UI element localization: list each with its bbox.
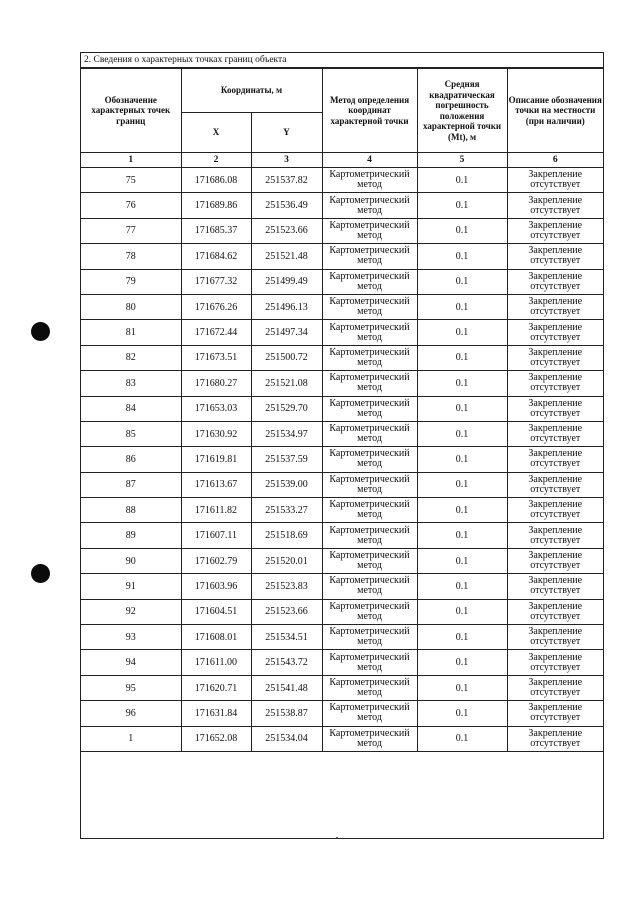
description: Закрепление отсутствует [507,244,603,269]
table-row [81,574,603,599]
stray-mark [336,837,338,839]
coord-y: 251496.13 [251,294,322,319]
header-method: Метод определения координат характерной точки [322,69,417,153]
coord-x: 171619.81 [181,447,251,472]
description: Закрепление отсутствует [507,447,603,472]
description: Закрепление отсутствует [507,218,603,243]
description: Закрепление отсутствует [507,421,603,446]
error: 0.1 [417,447,507,472]
coord-y: 251499.49 [251,269,322,294]
coord-x: 171613.67 [181,472,251,497]
point-number: 93 [81,625,181,650]
coord-y: 251539.00 [251,472,322,497]
method: Картометрический метод [322,294,417,319]
method: Картометрический метод [322,193,417,218]
coord-y: 251523.66 [251,218,322,243]
header-y: Y [251,113,322,153]
table-row [81,650,603,675]
column-number-row [81,153,603,168]
method: Картометрический метод [322,396,417,421]
point-number: 94 [81,650,181,675]
method: Картометрический метод [322,523,417,548]
coord-x: 171620.71 [181,675,251,700]
description: Закрепление отсутствует [507,701,603,726]
description: Закрепление отсутствует [507,726,603,751]
description: Закрепление отсутствует [507,168,603,193]
coord-x: 171653.03 [181,396,251,421]
table-row [81,421,603,446]
table-row [81,294,603,319]
method: Картометрический метод [322,421,417,446]
coord-y: 251529.70 [251,396,322,421]
method: Картометрический метод [322,269,417,294]
description: Закрепление отсутствует [507,345,603,370]
point-number: 1 [81,726,181,751]
coord-y: 251534.51 [251,625,322,650]
point-number: 80 [81,294,181,319]
coord-x: 171611.00 [181,650,251,675]
method: Картометрический метод [322,726,417,751]
point-number: 78 [81,244,181,269]
table-row [81,345,603,370]
point-number: 76 [81,193,181,218]
point-number: 86 [81,447,181,472]
description: Закрепление отсутствует [507,193,603,218]
coord-y: 251534.97 [251,421,322,446]
description: Закрепление отсутствует [507,548,603,573]
coord-y: 251518.69 [251,523,322,548]
coord-x: 171680.27 [181,371,251,396]
description: Закрепление отсутствует [507,472,603,497]
description: Закрепление отсутствует [507,650,603,675]
error: 0.1 [417,269,507,294]
point-number: 91 [81,574,181,599]
point-number: 83 [81,371,181,396]
description: Закрепление отсутствует [507,320,603,345]
point-number: 75 [81,168,181,193]
error: 0.1 [417,625,507,650]
header-description: Описание обозначения точки на местности (при наличии) [507,69,603,153]
column-number: 6 [507,153,603,168]
error: 0.1 [417,726,507,751]
coord-y: 251543.72 [251,650,322,675]
method: Картометрический метод [322,599,417,624]
coord-y: 251541.48 [251,675,322,700]
method: Картометрический метод [322,625,417,650]
table-row [81,269,603,294]
coord-x: 171603.96 [181,574,251,599]
description: Закрепление отсутствует [507,625,603,650]
error: 0.1 [417,599,507,624]
method: Картометрический метод [322,701,417,726]
coord-y: 251536.49 [251,193,322,218]
table-row [81,523,603,548]
binder-hole [31,322,50,341]
method: Картометрический метод [322,574,417,599]
description: Закрепление отсутствует [507,396,603,421]
method: Картометрический метод [322,472,417,497]
description: Закрепление отсутствует [507,371,603,396]
error: 0.1 [417,675,507,700]
coord-x: 171652.08 [181,726,251,751]
method: Картометрический метод [322,168,417,193]
error: 0.1 [417,371,507,396]
table-row [81,701,603,726]
method: Картометрический метод [322,447,417,472]
coord-x: 171689.86 [181,193,251,218]
coord-y: 251537.82 [251,168,322,193]
coord-y: 251523.66 [251,599,322,624]
coord-x: 171686.08 [181,168,251,193]
point-number: 87 [81,472,181,497]
method: Картометрический метод [322,320,417,345]
table-row [81,193,603,218]
point-number: 92 [81,599,181,624]
boundary-points-table [81,68,603,752]
column-number: 4 [322,153,417,168]
table-row [81,675,603,700]
table-row [81,625,603,650]
error: 0.1 [417,701,507,726]
coord-y: 251533.27 [251,498,322,523]
error: 0.1 [417,574,507,599]
table-body [81,168,603,752]
method: Картометрический метод [322,244,417,269]
table-row [81,218,603,243]
coord-x: 171677.32 [181,269,251,294]
method: Картометрический метод [322,675,417,700]
method: Картометрический метод [322,650,417,675]
point-number: 81 [81,320,181,345]
error: 0.1 [417,345,507,370]
error: 0.1 [417,650,507,675]
error: 0.1 [417,244,507,269]
error: 0.1 [417,218,507,243]
coord-x: 171630.92 [181,421,251,446]
error: 0.1 [417,168,507,193]
coord-x: 171673.51 [181,345,251,370]
description: Закрепление отсутствует [507,523,603,548]
error: 0.1 [417,294,507,319]
header-point: Обозначение характерных точек границ [81,69,181,153]
coord-y: 251521.08 [251,371,322,396]
error: 0.1 [417,396,507,421]
point-number: 95 [81,675,181,700]
description: Закрепление отсутствует [507,498,603,523]
table-row [81,498,603,523]
coord-x: 171608.01 [181,625,251,650]
point-number: 90 [81,548,181,573]
coord-x: 171672.44 [181,320,251,345]
column-number: 5 [417,153,507,168]
document-frame [80,52,604,839]
column-number: 1 [81,153,181,168]
table-row [81,472,603,497]
point-number: 79 [81,269,181,294]
error: 0.1 [417,320,507,345]
error: 0.1 [417,498,507,523]
point-number: 96 [81,701,181,726]
coord-y: 251521.48 [251,244,322,269]
method: Картометрический метод [322,345,417,370]
column-number: 2 [181,153,251,168]
description: Закрепление отсутствует [507,675,603,700]
table-row [81,244,603,269]
method: Картометрический метод [322,371,417,396]
table-row [81,371,603,396]
error: 0.1 [417,523,507,548]
coord-x: 171611.82 [181,498,251,523]
table-row [81,447,603,472]
coord-x: 171602.79 [181,548,251,573]
point-number: 84 [81,396,181,421]
coord-x: 171607.11 [181,523,251,548]
method: Картометрический метод [322,218,417,243]
header-x: X [181,113,251,153]
error: 0.1 [417,472,507,497]
binder-hole [31,564,50,583]
method: Картометрический метод [322,498,417,523]
column-number: 3 [251,153,322,168]
description: Закрепление отсутствует [507,294,603,319]
error: 0.1 [417,421,507,446]
coord-x: 171685.37 [181,218,251,243]
header-error: Средняя квадратическая погрешность положения характерной точки (Mt), м [417,69,507,153]
point-number: 88 [81,498,181,523]
coord-x: 171676.26 [181,294,251,319]
table-row [81,548,603,573]
description: Закрепление отсутствует [507,574,603,599]
coord-y: 251538.87 [251,701,322,726]
header-coordinates: Координаты, м [181,69,322,113]
error: 0.1 [417,193,507,218]
method: Картометрический метод [322,548,417,573]
section-title: 2. Сведения о характерных точках границ объекта [81,53,603,68]
coord-x: 171684.62 [181,244,251,269]
coord-y: 251523.83 [251,574,322,599]
coord-x: 171631.84 [181,701,251,726]
point-number: 77 [81,218,181,243]
coord-y: 251497.34 [251,320,322,345]
coord-y: 251500.72 [251,345,322,370]
coord-y: 251537.59 [251,447,322,472]
point-number: 82 [81,345,181,370]
table-row [81,726,603,751]
table-row [81,599,603,624]
point-number: 85 [81,421,181,446]
description: Закрепление отсутствует [507,269,603,294]
description: Закрепление отсутствует [507,599,603,624]
coord-y: 251534.04 [251,726,322,751]
table-row [81,168,603,193]
coord-x: 171604.51 [181,599,251,624]
table-row [81,320,603,345]
error: 0.1 [417,548,507,573]
coord-y: 251520.01 [251,548,322,573]
point-number: 89 [81,523,181,548]
table-row [81,396,603,421]
